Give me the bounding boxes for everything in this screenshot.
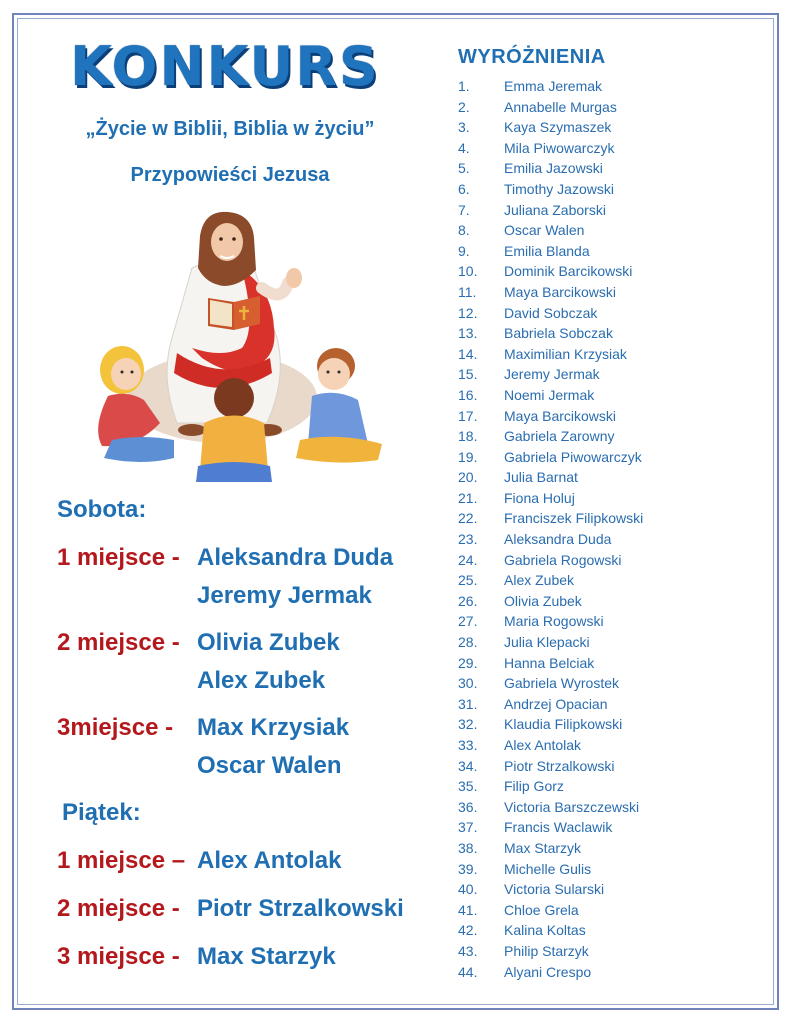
list-item-number: 12.	[458, 304, 478, 321]
list-item-name: Filip Gorz	[504, 778, 564, 795]
list-item-name: Emilia Jazowski	[504, 160, 603, 177]
list-item	[458, 570, 643, 591]
list-item-name: Dominik Barcikowski	[504, 263, 633, 280]
list-item-number: 29.	[458, 654, 478, 671]
list-item-number: 40.	[458, 881, 478, 898]
list-item	[458, 426, 643, 447]
list-item	[458, 550, 643, 571]
list-item-number: 13.	[458, 325, 478, 342]
list-item-name: Kaya Szymaszek	[504, 119, 612, 136]
friday-place-1-winner-1: Alex Antolak	[197, 847, 342, 874]
list-item-number: 44.	[458, 963, 478, 980]
list-item-number: 16.	[458, 386, 478, 403]
list-item-name: Maya Barcikowski	[504, 283, 617, 300]
list-item-number: 33.	[458, 737, 478, 753]
list-item-number: 27.	[458, 613, 478, 630]
list-item-name: Timothy Jazowski	[504, 180, 614, 197]
saturday-place-2-winner-2: Alex Zubek	[197, 667, 326, 694]
list-item-name: Gabriela Wyrostek	[504, 675, 620, 692]
list-item-number: 8.	[458, 222, 470, 239]
list-item	[458, 591, 643, 612]
honors-list	[458, 76, 643, 982]
list-item	[458, 756, 643, 777]
list-item	[458, 303, 643, 324]
list-item-name: Francis Waclawik	[504, 819, 613, 836]
list-item-number: 7.	[458, 201, 470, 218]
list-item-name: Gabriela Rogowski	[504, 551, 622, 568]
friday-place-2-label: 2 miejsce -	[57, 895, 180, 922]
list-item-name: Piotr Strzalkowski	[504, 757, 615, 774]
list-item-number: 42.	[458, 922, 478, 939]
contest-title: KONKURS	[70, 35, 380, 98]
list-item-number: 1.	[458, 78, 470, 94]
list-item	[458, 344, 643, 365]
saturday-place-3-label: 3miejsce -	[57, 714, 174, 741]
list-item	[458, 879, 643, 900]
list-item-number: 10.	[458, 263, 478, 280]
list-item-number: 41.	[458, 901, 478, 918]
list-item	[458, 323, 643, 344]
contest-topic: Przypowieści Jezusa	[130, 164, 330, 186]
saturday-place-1-winner-1: Aleksandra Duda	[197, 544, 394, 571]
list-item-name: Hanna Belciak	[504, 654, 595, 671]
list-item-number: 3.	[458, 119, 470, 136]
list-item-name: Victoria Barszczewski	[504, 798, 640, 815]
list-item-name: Annabelle Murgas	[504, 98, 617, 115]
list-item-number: 14.	[458, 345, 478, 362]
list-item-number: 21.	[458, 489, 478, 506]
friday-place-3-label: 3 miejsce -	[57, 943, 180, 970]
list-item	[458, 859, 643, 880]
list-item	[458, 529, 643, 550]
list-item	[458, 467, 643, 488]
list-item-name: Max Starzyk	[504, 839, 582, 856]
list-item-number: 25.	[458, 572, 478, 589]
saturday-place-2-winner-1: Olivia Zubek	[197, 629, 340, 656]
list-item-name: Alex Antolak	[504, 737, 582, 753]
list-item-number: 37.	[458, 819, 478, 836]
list-item	[458, 941, 643, 962]
list-item-name: Aleksandra Duda	[504, 531, 612, 548]
list-item	[458, 714, 643, 735]
list-item-number: 11.	[458, 283, 477, 300]
saturday-place-3-winner-2: Oscar Walen	[197, 752, 342, 779]
list-item-name: Olivia Zubek	[504, 592, 582, 609]
list-item-number: 2.	[458, 98, 470, 115]
list-item	[458, 673, 643, 694]
list-item	[458, 220, 643, 241]
list-item-number: 38.	[458, 839, 478, 856]
list-item-name: Babriela Sobczak	[504, 325, 613, 342]
list-item-name: Philip Starzyk	[504, 942, 589, 959]
saturday-place-2-label: 2 miejsce -	[57, 629, 180, 656]
list-item	[458, 364, 643, 385]
list-item-number: 30.	[458, 675, 478, 692]
list-item	[458, 653, 643, 674]
list-item	[458, 735, 643, 756]
list-item-name: Oscar Walen	[504, 222, 585, 239]
honors-title: WYRÓŻNIENIA	[458, 46, 606, 68]
saturday-heading: Sobota:	[57, 496, 147, 523]
list-item-name: Maximilian Krzysiak	[504, 345, 627, 362]
saturday-place-1-winner-2: Jeremy Jermak	[197, 582, 372, 609]
list-item-name: Maya Barcikowski	[504, 407, 617, 424]
friday-place-1-label: 1 miejsce –	[57, 847, 186, 874]
list-item-name: Franciszek Filipkowski	[504, 510, 644, 527]
list-item-number: 20.	[458, 469, 478, 486]
list-item-name: Emma Jeremak	[504, 78, 603, 94]
list-item-name: David Sobczak	[504, 304, 598, 321]
list-item-name: Juliana Zaborski	[504, 201, 606, 218]
list-item-number: 4.	[458, 139, 470, 156]
list-item	[458, 838, 643, 859]
list-item	[458, 962, 643, 983]
list-item-number: 31.	[458, 695, 478, 712]
friday-place-3-winner-1: Max Starzyk	[197, 943, 336, 970]
list-item-number: 39.	[458, 860, 478, 877]
list-item-name: Gabriela Piwowarczyk	[504, 448, 642, 465]
list-item	[458, 282, 643, 303]
list-item	[458, 611, 643, 632]
list-item-name: Emilia Blanda	[504, 242, 590, 259]
list-item-number: 6.	[458, 180, 470, 197]
saturday-place-1-label: 1 miejsce -	[57, 544, 180, 571]
list-item	[458, 488, 643, 509]
jesus-teaching-children-illustration-icon	[82, 208, 388, 490]
list-item-number: 28.	[458, 634, 478, 651]
list-item-name: Julia Barnat	[504, 469, 578, 486]
list-item-name: Jeremy Jermak	[504, 366, 600, 383]
list-item-name: Chloe Grela	[504, 901, 579, 918]
list-item	[458, 158, 643, 179]
list-item-name: Andrzej Opacian	[504, 695, 608, 712]
list-item-number: 24.	[458, 551, 478, 568]
list-item	[458, 900, 643, 921]
list-item	[458, 179, 643, 200]
contest-subtitle: „Życie w Biblii, Biblia w życiu”	[85, 118, 375, 140]
list-item	[458, 447, 643, 468]
list-item	[458, 694, 643, 715]
list-item-number: 23.	[458, 531, 478, 548]
list-item	[458, 406, 643, 427]
list-item-name: Alyani Crespo	[504, 963, 592, 980]
friday-place-2-winner-1: Piotr Strzalkowski	[197, 895, 404, 922]
list-item	[458, 200, 643, 221]
list-item-number: 17.	[458, 407, 478, 424]
list-item-number: 43.	[458, 942, 478, 959]
list-item	[458, 797, 643, 818]
list-item-name: Gabriela Zarowny	[504, 428, 615, 445]
list-item	[458, 385, 643, 406]
list-item-number: 35.	[458, 778, 478, 795]
list-item	[458, 117, 643, 138]
list-item-number: 22.	[458, 510, 478, 527]
list-item	[458, 508, 643, 529]
list-item	[458, 97, 643, 118]
list-item-number: 18.	[458, 428, 478, 445]
list-item	[458, 920, 643, 941]
list-item-number: 34.	[458, 757, 478, 774]
list-item	[458, 632, 643, 653]
list-item-name: Maria Rogowski	[504, 613, 604, 630]
list-item-number: 19.	[458, 448, 478, 465]
list-item-number: 32.	[458, 716, 478, 733]
list-item-number: 15.	[458, 366, 478, 383]
list-item-name: Fiona Holuj	[504, 489, 575, 506]
list-item	[458, 76, 643, 97]
list-item	[458, 138, 643, 159]
list-item-number: 9.	[458, 242, 470, 259]
list-item	[458, 261, 643, 282]
list-item-name: Noemi Jermak	[504, 386, 595, 403]
list-item-name: Alex Zubek	[504, 572, 575, 589]
saturday-place-3-winner-1: Max Krzysiak	[197, 714, 350, 741]
list-item-name: Kalina Koltas	[504, 922, 586, 939]
list-item-number: 26.	[458, 592, 478, 609]
friday-heading: Piątek:	[62, 799, 141, 826]
list-item	[458, 817, 643, 838]
list-item	[458, 776, 643, 797]
list-item-number: 5.	[458, 160, 470, 177]
list-item-name: Klaudia Filipkowski	[504, 716, 623, 733]
list-item	[458, 241, 643, 262]
list-item-name: Mila Piwowarczyk	[504, 139, 615, 156]
list-item-name: Julia Klepacki	[504, 634, 590, 651]
list-item-number: 36.	[458, 798, 478, 815]
list-item-name: Michelle Gulis	[504, 860, 592, 877]
list-item-name: Victoria Sularski	[504, 881, 605, 898]
